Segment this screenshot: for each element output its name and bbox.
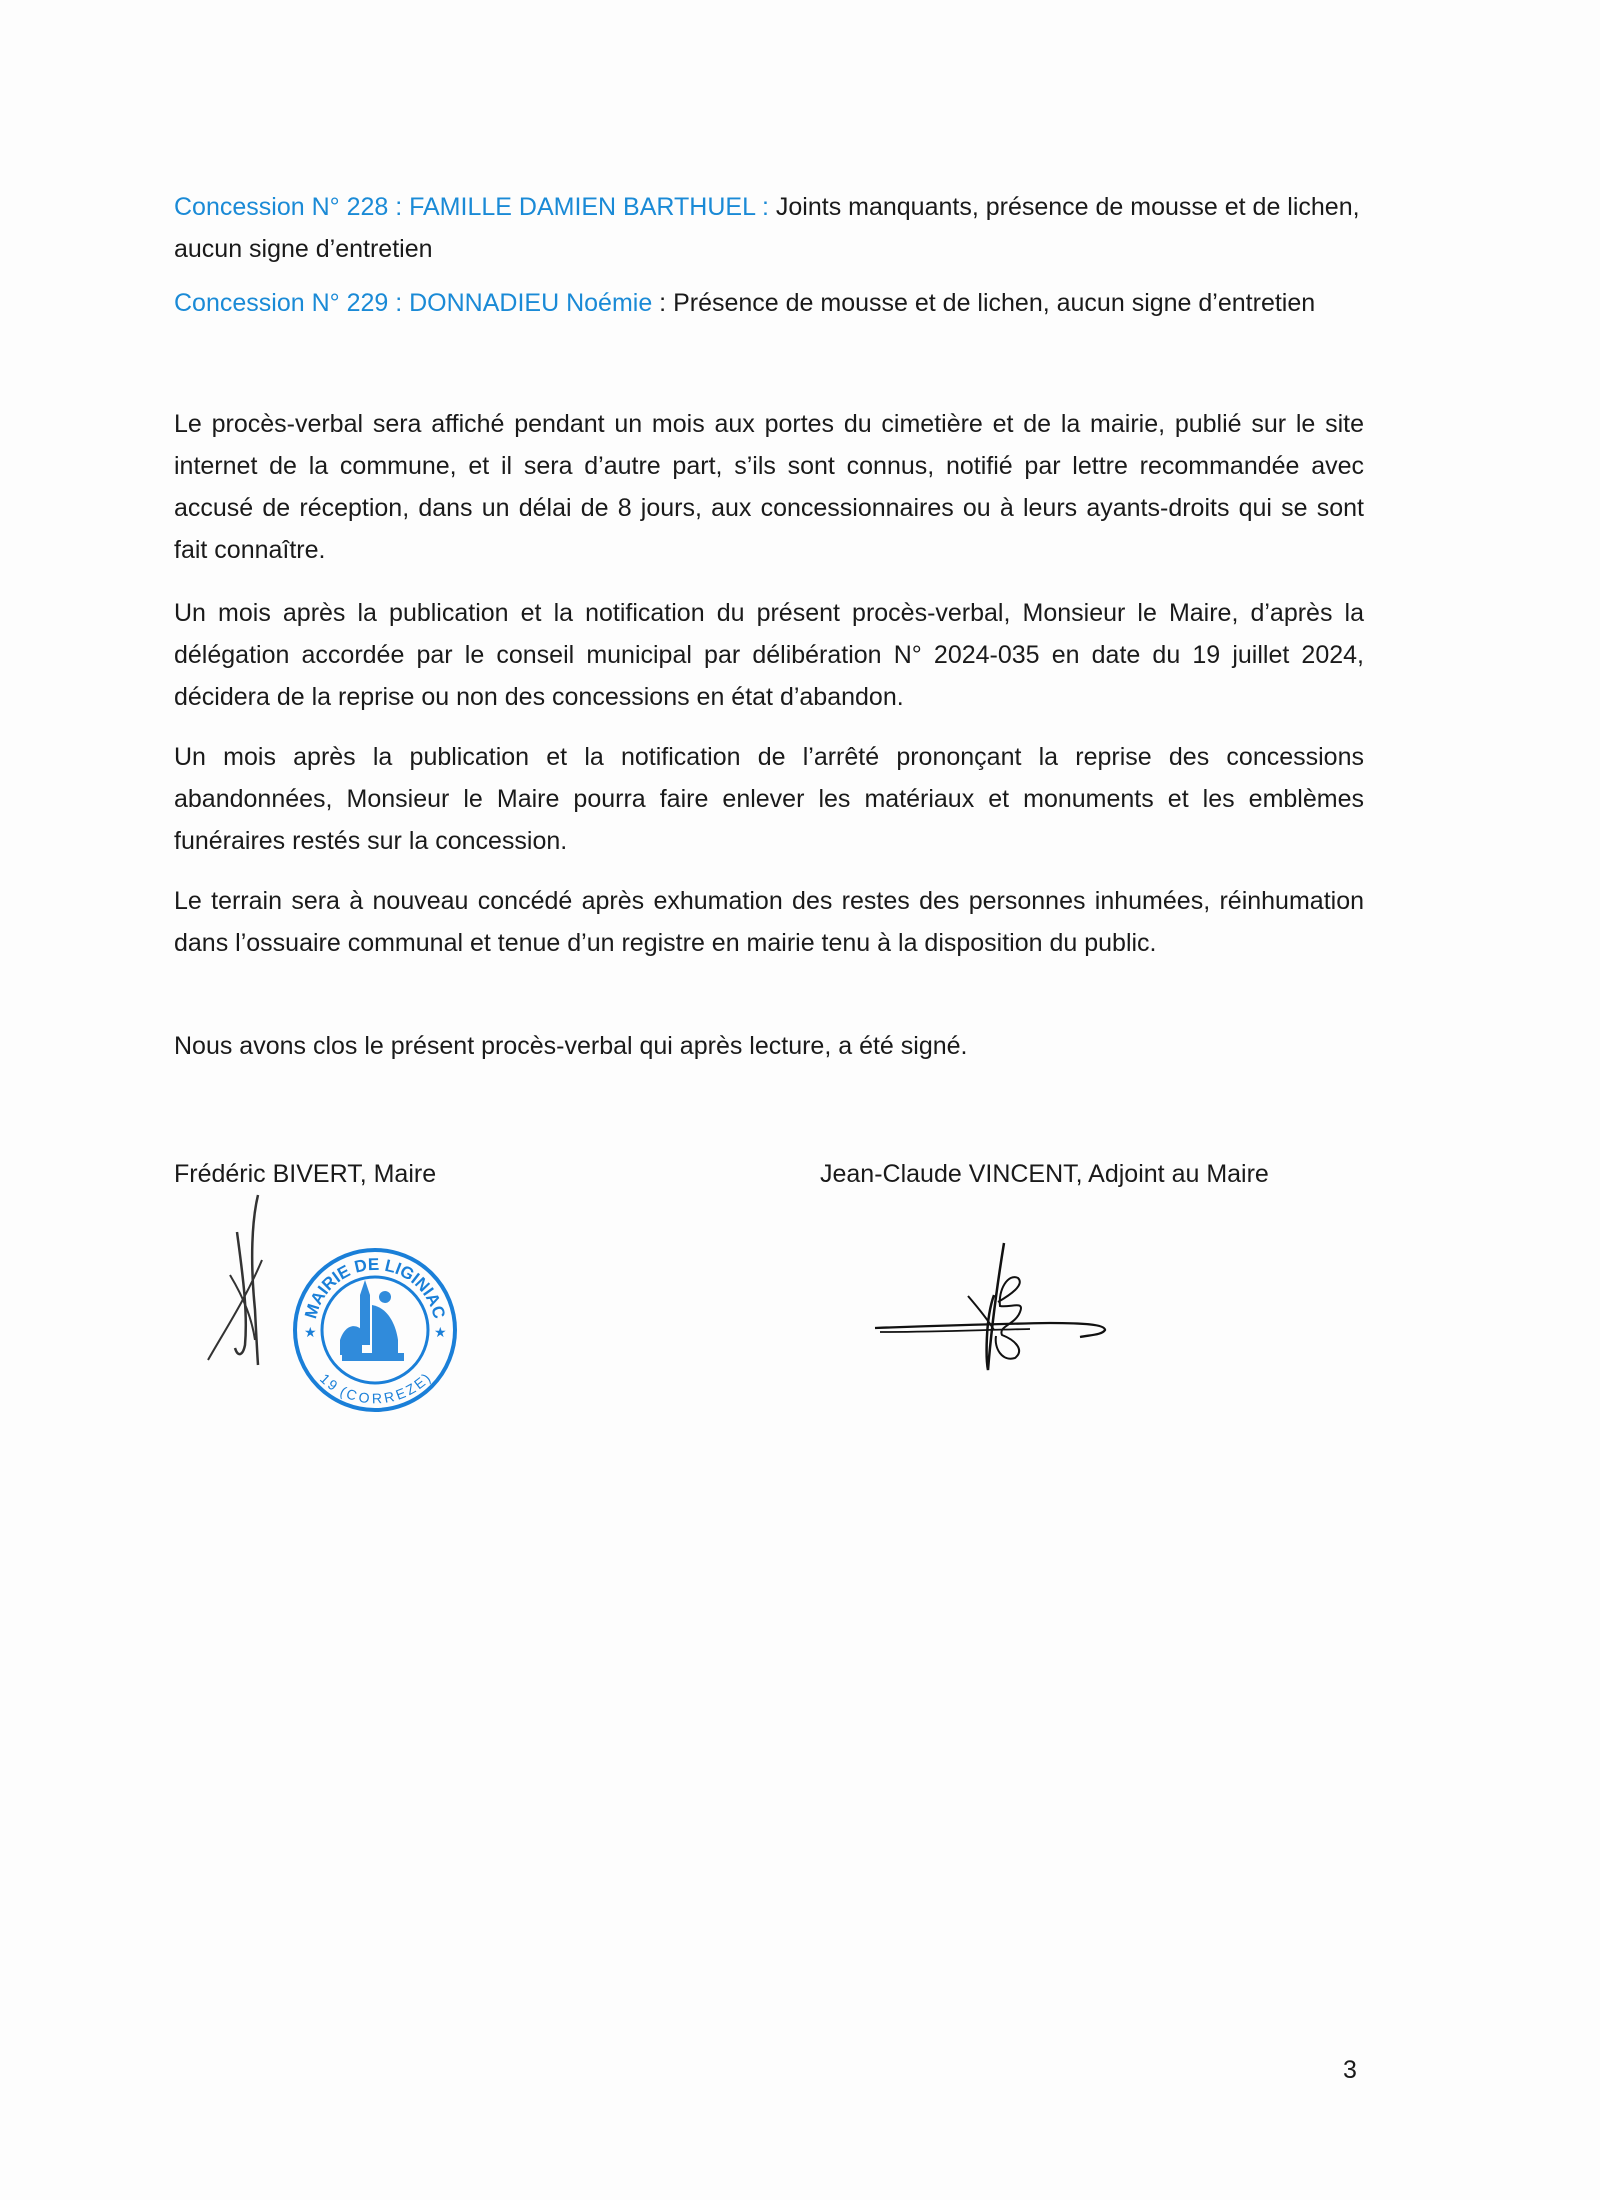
signatory-deputy: Jean-Claude VINCENT, Adjoint au Maire <box>820 1160 1269 1188</box>
paragraph-reallocation: Le terrain sera à nouveau concédé après exhumation des restes des personnes inhumées, réinhumation dans l’ossuaire communal et tenue d’un registre en mairie tenu à la disposition du public. <box>174 887 1364 957</box>
concession-228 <box>174 186 1364 270</box>
church-emblem-icon <box>340 1280 404 1361</box>
paragraph-decision: Un mois après la publication et la notification du présent procès-verbal, Monsieur le Maire, d’après la délégation accordée par le conseil municipal par délibération N° 2024-035 en date du 19 juillet 2024, décidera de la reprise ou non des concessions en état d’abandon. <box>174 599 1364 711</box>
concession-228-description: Joints manquants, présence de mousse et de lichen, aucun signe d’entretien <box>174 193 1360 263</box>
concession-229-label: Concession N° 229 : DONNADIEU Noémie <box>174 289 653 317</box>
mayor-signature-icon <box>200 1190 290 1380</box>
concession-228-label: Concession N° 228 : FAMILLE DAMIEN BARTHUEL : <box>174 193 769 221</box>
deputy-signature-icon <box>870 1240 1150 1380</box>
mairie-stamp-icon <box>290 1245 460 1415</box>
svg-text:★: ★ <box>304 1324 317 1340</box>
concession-229-description: : Présence de mousse et de lichen, aucun signe d’entretien <box>652 289 1316 317</box>
concession-229 <box>174 282 1364 324</box>
stamp-top-text: MAIRIE DE LIGINIAC <box>301 1254 449 1321</box>
stamp-bottom-text: 19 (CORREZE) <box>316 1370 434 1407</box>
paragraph-closing: Nous avons clos le présent procès-verbal qui après lecture, a été signé. <box>174 1032 968 1060</box>
signatory-mayor: Frédéric BIVERT, Maire <box>174 1160 437 1188</box>
paragraph-removal: Un mois après la publication et la notification de l’arrêté prononçant la reprise des concessions abandonnées, Monsieur le Maire pourra faire enlever les matériaux et monuments et les emblèmes funéraires restés sur la concession. <box>174 743 1364 855</box>
svg-text:★: ★ <box>434 1324 447 1340</box>
page-number: 3 <box>1343 2056 1357 2084</box>
paragraph-publication: Le procès-verbal sera affiché pendant un mois aux portes du cimetière et de la mairie, publié sur le site internet de la commune, et il sera d’autre part, s’ils sont connus, notifié par lettre recommandée avec accusé de réception, dans un délai de 8 jours, aux concessionnaires ou à leurs ayants-droits qui se sont fait connaître. <box>174 410 1364 564</box>
